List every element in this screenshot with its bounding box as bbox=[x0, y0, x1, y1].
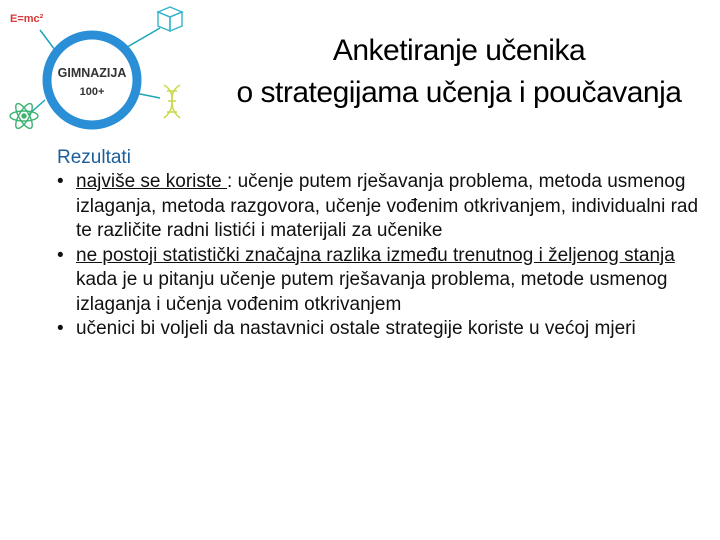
logo-ring bbox=[47, 35, 137, 125]
bullet-text: kada je u pitanju učenje putem rješavanja problema, metode usmenog izlaganja i učenja vođenim otkrivanjem bbox=[76, 269, 668, 315]
connector-line bbox=[40, 30, 55, 50]
list-item bbox=[57, 244, 707, 318]
bullet-icon: • bbox=[57, 171, 64, 192]
bullet-icon: • bbox=[57, 244, 64, 266]
cube-icon bbox=[158, 7, 182, 31]
logo-name-line2: 100+ bbox=[79, 86, 105, 98]
gimnazija-logo bbox=[0, 0, 200, 135]
bullet-text: : učenje putem rješavanja problema, metoda usmenog izlaganja, metoda razgovora, učenje vođenim otkrivanjem, individualni rad te različite radni listići i materijali za učenike bbox=[76, 171, 699, 241]
list-item bbox=[57, 170, 707, 244]
bullet-underlined-text: najviše se koriste bbox=[76, 171, 228, 192]
dna-icon bbox=[164, 85, 180, 118]
formula-text: E=mc² bbox=[10, 13, 44, 25]
bullet-text: učenici bi voljeli da nastavnici ostale strategije koriste u većoj mjeri bbox=[76, 318, 636, 339]
logo-name-line1: GIMNAZIJA bbox=[57, 66, 127, 80]
results-list bbox=[57, 170, 707, 342]
list-item bbox=[57, 317, 707, 342]
bullet-underlined-text: ne postoji statistički značajna razlika između trenutnog i željenog stanja bbox=[76, 244, 675, 266]
title-line-2: o strategijama učenja i poučavanja bbox=[236, 76, 682, 109]
slide-content bbox=[57, 146, 707, 342]
atom-icon bbox=[10, 101, 38, 130]
bullet-icon: • bbox=[57, 318, 64, 339]
section-heading: Rezultati bbox=[57, 147, 131, 168]
logo-graphic bbox=[0, 0, 200, 135]
title-line-1: Anketiranje učenika bbox=[332, 34, 586, 67]
slide-title bbox=[206, 30, 712, 114]
